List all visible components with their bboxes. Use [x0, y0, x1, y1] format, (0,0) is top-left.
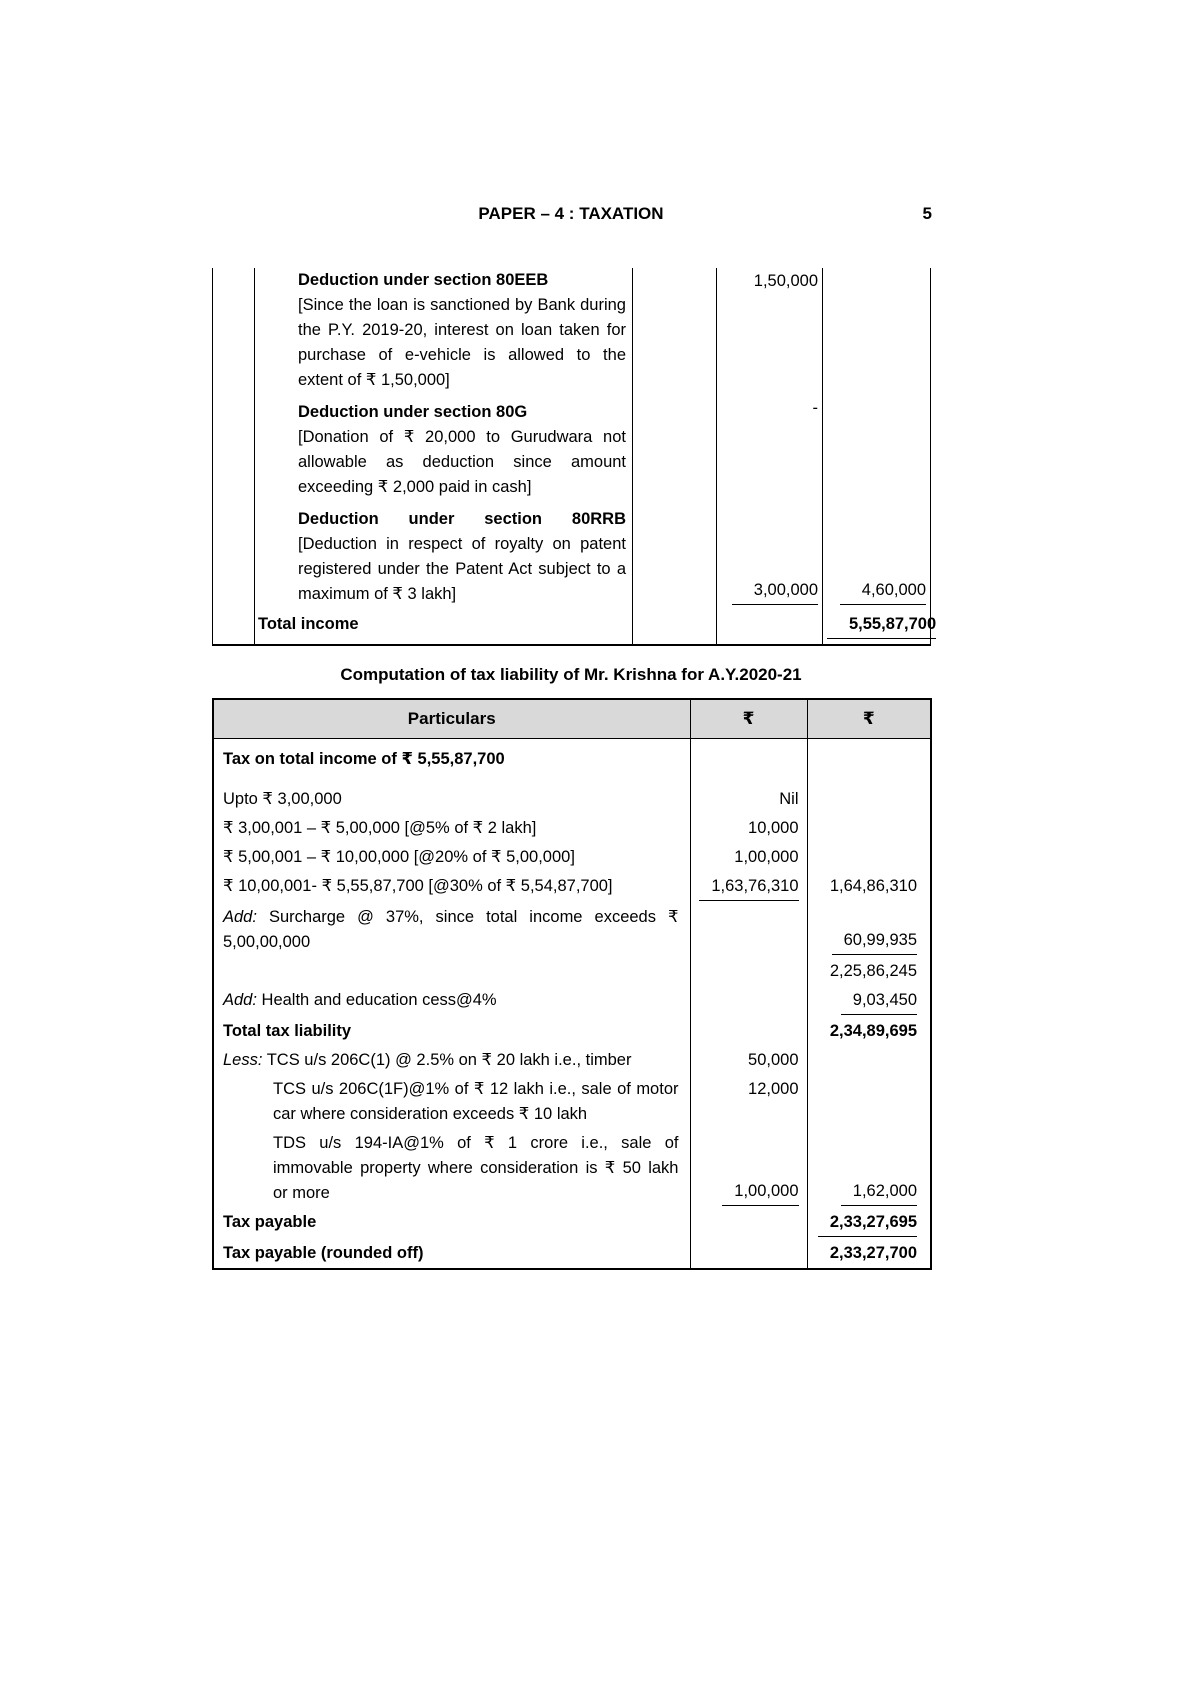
particulars-text: Less: TCS u/s 206C(1) @ 2.5% on ₹ 20 lakh i.e., timber	[223, 1050, 632, 1069]
particulars-text: Add: Health and education cess@4%	[223, 990, 497, 1009]
empty-cell	[213, 502, 255, 609]
particulars-cell	[255, 395, 633, 502]
tax-row	[213, 986, 931, 1017]
amount-cell	[690, 843, 807, 872]
amount-value: Nil	[779, 789, 799, 808]
total-value: 9,03,450	[841, 988, 917, 1015]
particulars-text: Total tax liability	[223, 1021, 352, 1040]
particulars-cell	[213, 1129, 690, 1208]
amount-cell	[690, 903, 807, 957]
tax-row	[213, 843, 931, 872]
empty-cell	[633, 395, 717, 502]
deduction-title: Deduction under section 80RRB	[298, 510, 626, 528]
total-value: 4,60,000	[840, 578, 926, 605]
tax-row	[213, 738, 931, 785]
total-cell	[807, 986, 931, 1017]
total-cell	[807, 843, 931, 872]
particulars-cell	[213, 1046, 690, 1075]
amount-cell	[690, 1208, 807, 1239]
tax-row	[213, 1075, 931, 1129]
tax-row	[213, 785, 931, 814]
total-cell	[807, 1075, 931, 1129]
amount-cell	[717, 268, 823, 395]
deduction-note: [Donation of ₹ 20,000 to Gurudwara not allowable as deduction since amount exceeding ₹ 2,000 paid in cash]	[298, 428, 626, 496]
tax-row	[213, 1208, 931, 1239]
amount-cell	[690, 1075, 807, 1129]
amount-cell	[690, 738, 807, 785]
deduction-table-body	[213, 268, 937, 645]
total-cell	[823, 502, 931, 609]
total-value: 2,33,27,695	[818, 1210, 917, 1237]
empty-cell	[633, 609, 717, 645]
total-cell	[807, 1129, 931, 1208]
tax-table-body	[213, 738, 931, 1269]
particulars-text: Upto ₹ 3,00,000	[223, 789, 342, 808]
empty-cell	[213, 268, 255, 395]
particulars-cell	[213, 957, 690, 986]
particulars-cell	[213, 986, 690, 1017]
particulars-cell	[213, 903, 690, 957]
amount-value: 50,000	[748, 1050, 799, 1069]
total-cell	[807, 957, 931, 986]
total-cell	[807, 872, 931, 903]
amount-value: 1,00,000	[722, 1179, 798, 1206]
total-cell	[807, 1208, 931, 1239]
document-page	[212, 201, 937, 1270]
deduction-block	[298, 268, 626, 393]
particulars-cell	[213, 843, 690, 872]
amount-cell	[690, 785, 807, 814]
deduction-note: [Since the loan is sanctioned by Bank during the P.Y. 2019-20, interest on loan taken for purchase of e-vehicle is allowed to the extent of ₹ 1,50,000]	[298, 296, 626, 389]
page-header	[212, 201, 930, 226]
deduction-title: Deduction under section 80G	[298, 403, 528, 421]
total-value: 1,62,000	[841, 1179, 917, 1206]
deduction-table	[212, 268, 937, 646]
particulars-cell	[255, 502, 633, 609]
particulars-text: ₹ 10,00,001- ₹ 5,55,87,700 [@30% of ₹ 5,54,87,700]	[223, 876, 613, 895]
tax-row	[213, 957, 931, 986]
total-cell	[807, 738, 931, 785]
tax-row	[213, 1129, 931, 1208]
deduction-block	[298, 400, 626, 500]
page-title: PAPER – 4 : TAXATION	[478, 204, 664, 223]
amount-cell	[690, 1017, 807, 1046]
particulars-cell	[213, 1075, 690, 1129]
section-heading: Computation of tax liability of Mr. Krishna for A.Y.2020-21	[340, 665, 802, 684]
amount-value: 1,63,76,310	[699, 874, 798, 901]
particulars-text: Tax on total income of ₹ 5,55,87,700	[223, 749, 505, 768]
empty-cell	[633, 268, 717, 395]
column-header-amount-2: ₹	[807, 699, 931, 738]
deduction-note: [Deduction in respect of royalty on patent registered under the Patent Act subject to a maximum of ₹ 3 lakh]	[298, 535, 626, 603]
row-prefix: Add:	[223, 990, 257, 1009]
particulars-cell	[255, 268, 633, 395]
particulars-cell	[255, 609, 633, 645]
amount-value: 1,50,000	[753, 272, 818, 290]
amount-cell	[690, 957, 807, 986]
amount-cell	[690, 1129, 807, 1208]
particulars-text: ₹ 3,00,001 – ₹ 5,00,000 [@5% of ₹ 2 lakh]	[223, 818, 537, 837]
total-income-row	[213, 609, 931, 645]
deduction-row	[213, 502, 931, 609]
tax-row	[213, 872, 931, 903]
deduction-row	[213, 395, 931, 502]
row-prefix: Less:	[223, 1050, 263, 1069]
particulars-text: TCS u/s 206C(1F)@1% of ₹ 12 lakh i.e., sale of motor car where consideration exceeds ₹ 10 lakh	[273, 1079, 679, 1123]
particulars-text: ₹ 5,00,001 – ₹ 10,00,000 [@20% of ₹ 5,00,000]	[223, 847, 575, 866]
total-cell	[807, 1046, 931, 1075]
particulars-cell	[213, 1239, 690, 1269]
amount-value: 3,00,000	[732, 578, 818, 605]
empty-cell	[633, 502, 717, 609]
tax-row	[213, 814, 931, 843]
deduction-title: Deduction under section 80EEB	[298, 271, 549, 289]
table-header-row	[213, 699, 931, 738]
particulars-text: Add: Surcharge @ 37%, since total income exceeds ₹ 5,00,00,000	[223, 907, 679, 951]
amount-value: -	[812, 399, 818, 417]
amount-value: 10,000	[748, 818, 799, 837]
particulars-cell	[213, 738, 690, 785]
amount-cell	[690, 1046, 807, 1075]
amount-cell	[717, 502, 823, 609]
total-cell	[807, 785, 931, 814]
particulars-cell	[213, 1017, 690, 1046]
amount-cell	[717, 609, 823, 645]
amount-value: 12,000	[748, 1079, 799, 1098]
particulars-cell	[213, 1208, 690, 1239]
amount-cell	[690, 1239, 807, 1269]
total-cell	[823, 609, 937, 645]
total-value: 2,33,27,700	[829, 1243, 917, 1262]
column-header-amount-1: ₹	[690, 699, 807, 738]
total-cell	[823, 395, 931, 502]
particulars-cell	[213, 814, 690, 843]
empty-cell	[213, 609, 255, 645]
particulars-cell	[213, 872, 690, 903]
tax-row	[213, 903, 931, 957]
tax-row	[213, 1239, 931, 1269]
particulars-text	[223, 959, 679, 984]
row-prefix: Add:	[223, 907, 257, 926]
particulars-text: TDS u/s 194-IA@1% of ₹ 1 crore i.e., sale of immovable property where consideration is ₹ 50 lakh or more	[273, 1133, 679, 1202]
page-number: 5	[922, 204, 932, 223]
total-cell	[807, 1017, 931, 1046]
amount-value: 1,00,000	[734, 847, 799, 866]
amount-cell	[690, 872, 807, 903]
total-cell	[807, 1239, 931, 1269]
particulars-cell	[213, 785, 690, 814]
amount-cell	[690, 986, 807, 1017]
deduction-row	[213, 268, 931, 395]
total-cell	[807, 814, 931, 843]
particulars-text: Tax payable (rounded off)	[223, 1243, 424, 1262]
amount-cell	[690, 814, 807, 843]
empty-cell	[213, 395, 255, 502]
total-income-value: 5,55,87,700	[827, 612, 936, 639]
total-value: 2,34,89,695	[829, 1021, 917, 1040]
total-cell	[823, 268, 931, 395]
particulars-text: Tax payable	[223, 1212, 317, 1231]
total-value: 2,25,86,245	[829, 961, 917, 980]
tax-row	[213, 1017, 931, 1046]
tax-row	[213, 1046, 931, 1075]
amount-cell	[717, 395, 823, 502]
column-header-particulars: Particulars	[213, 699, 690, 738]
deduction-block	[298, 507, 626, 607]
total-value: 1,64,86,310	[829, 876, 917, 895]
total-value: 60,99,935	[832, 928, 917, 955]
total-cell	[807, 903, 931, 957]
total-income-label: Total income	[258, 615, 359, 633]
tax-liability-table	[212, 698, 932, 1270]
